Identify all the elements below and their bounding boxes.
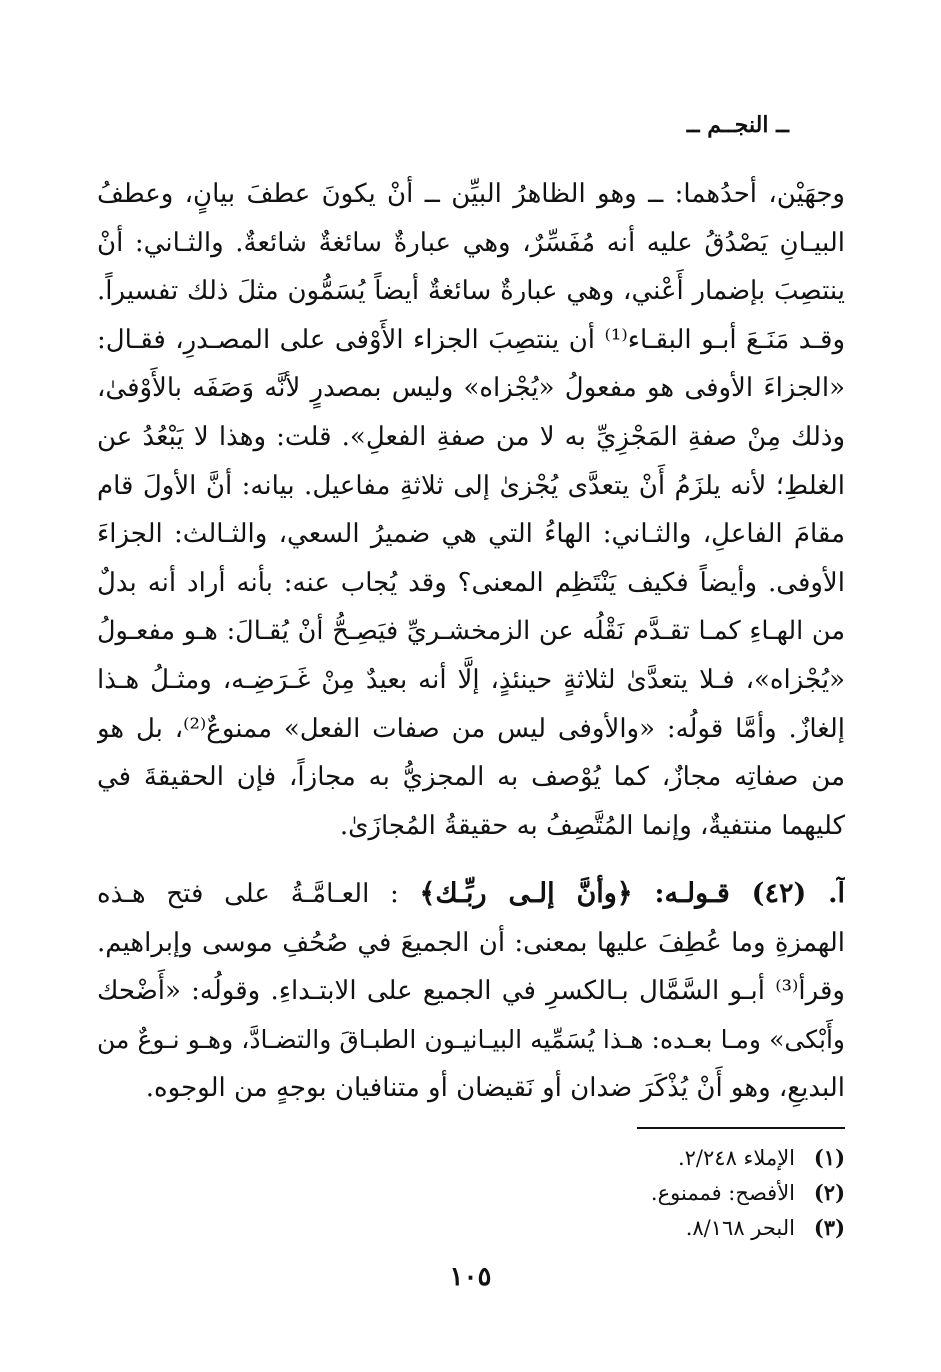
footnote <box>145 1175 845 1210</box>
footnotes <box>145 1140 845 1245</box>
verse-heading: آ. (٤٢) قـولـه: ﴿وأنَّ إلـى ربِّـك﴾ <box>419 878 845 909</box>
text-line: الهمزةِ وما عُطِفَ عليها بمعنى: أن الجميعَ في صُحُفِ موسى وإبراهيم. <box>97 927 845 958</box>
text-line: وقرأ⁽³⁾ أبـو السَّمَّال بـالكسرِ في الجميع على الابتـداءِ. وقولُه: «أَضْحك <box>97 976 845 1007</box>
paragraph-one <box>97 170 845 850</box>
text-line: وذلك مِنْ صفةِ المَجْزِيِّ به لا من صفةِ الفعلِ». قلت: وهذا لا يَبْعُدُ عن <box>97 421 845 452</box>
footnote-text: الأفصح: فممنوع. <box>650 1181 795 1205</box>
text-line: البيـانِ يَصْدُقُ عليه أنه مُفَسِّرٌ، وهي عبارةٌ سائغةٌ شائعةٌ. والثـاني: أنْ <box>97 227 845 258</box>
page-number: ١٠٥ <box>449 1262 492 1292</box>
footnote-divider <box>637 1127 845 1129</box>
running-head: ــ النجــم ــ <box>686 112 789 138</box>
footnote-number: (٣) <box>813 1215 845 1240</box>
text-line: وأَبْكى» ومـا بعـده: هـذا يُسَمِّيه البيـانيـون الطبـاقَ والتضـادَّ، وهـو نـوعٌ من <box>97 1024 845 1054</box>
text-line: ينتصِبَ بإضمار أَعْني، وهي عبارةٌ سائغةٌ أيضاً يُسَمُّون مثلَ ذلك تفسيراً. <box>97 276 845 307</box>
text-line: الغلطِ؛ لأنه يلزَمُ أَنْ يتعدَّى يُجْزىٰ إلى ثلاثةِ مفاعيل. بيانه: أنَّ الأولَ قام <box>97 470 845 501</box>
footnote <box>145 1210 845 1245</box>
text-line: البديعِ، وهو أَنْ يُذْكَرَ ضدان أو نَقيضان أو متنافيان بوجهٍ من الوجوه. <box>145 1073 845 1104</box>
footnote-text: الإملاء ٢/٢٤٨. <box>677 1146 795 1170</box>
text-line: وجهَيْن، أحدُهما: ــ وهو الظاهرُ البيِّن ــ أنْ يكونَ عطفَ بيانٍ، وعطفُ <box>97 179 845 209</box>
text-line: إلغازٌ. وأمَّا قولُه: «والأوفى ليس من صفات الفعل» ممنوعٌ⁽²⁾، بل هو <box>97 713 845 744</box>
footnote-number: (١) <box>813 1145 845 1170</box>
verse-commentary: : العـامَّـةُ على فتح هـذه <box>97 879 399 909</box>
text-line: كليهما منتفيةٌ، وإنما المُتَّصِفُ به حقيقةُ المُجازَىٰ. <box>339 810 845 841</box>
footnote-text: البحر ٨/١٦٨. <box>685 1216 795 1240</box>
text-line: مقامَ الفاعلِ، والثـاني: الهاءُ التي هي ضميرُ السعي، والثـالث: الجزاءَ <box>97 519 845 550</box>
verse-heading-line <box>97 870 845 919</box>
text-line: من صفاتِه مجازٌ، كما يُوْصف به المجزيُّ به مجازاً، فإن الحقيقةَ في <box>97 762 845 793</box>
text-line: من الهـاءِ كمـا تقـدَّم نَقْلُه عن الزمخشـريِّ فيَصِـحُّ أنْ يُقـالَ: هـو مفعـولُ <box>97 616 845 647</box>
paragraph-two <box>97 870 845 1113</box>
text-line: «الجزاءَ الأوفى هو مفعولُ «يُجْزاه» وليس بمصدرٍ لأنَّه وَصَفَه بالأَوْفىٰ، <box>97 373 845 404</box>
text-line: «يُجْزاه»، فـلا يتعدَّىٰ لثلاثةٍ حينئذٍ، إلَّا أنه بعيدٌ مِنْ غَـرَضِـه، ومثـلُ هـذا <box>97 664 845 695</box>
text-line: وقـد مَنَـعَ أبـو البقـاء⁽¹⁾ أن ينتصِبَ الجزاء الأَوْفى على المصـدرِ، فقـال: <box>97 324 845 355</box>
footnote <box>145 1140 845 1175</box>
text-line: الأوفى. وأيضاً فكيف يَنْتَظِم المعنى؟ وقد يُجاب عنه: بأنه أراد أنه بدلٌ <box>97 567 845 598</box>
footnote-number: (٢) <box>813 1180 845 1205</box>
